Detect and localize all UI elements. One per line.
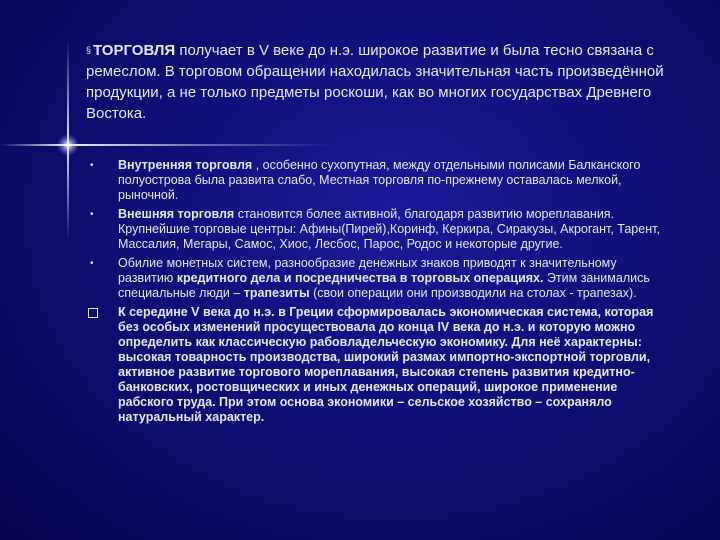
bullet-dot-icon: • (90, 160, 94, 171)
intro-text: получает в V веке до н.э. широкое развитие и была тесно связана с ремеслом. В торговом обращении находилась значительная часть произведённой продукции, а не только предметы роскоши, как во многих государствах Древнего Востока. (86, 42, 664, 122)
item-text-after: (свои операции они производили на столах - трапезах). (309, 286, 637, 300)
section-bullet-icon: § (86, 45, 92, 55)
item-text: К середине V века до н.э. в Греции сформировалась экономическая система, которая без особых изменений просуществовала до конца IV века до н.э. и которую можно определить как классическую рабовладельческую экономику. Для неё характерны: высокая товарность производства, широкий размах импортно-экспортной торговли, активное развитие торгового мореплавания, высокая степень развития кредитно-банковских, ростовщических и иных денежных операций, широкое применение рабского труда. При этом основа экономики – сельское хозяйство – сохраняло натуральный характер. (118, 305, 654, 424)
checkbox-square-icon (88, 308, 98, 318)
lens-flare-glow (57, 134, 79, 156)
item-text: становится более активной, благодаря развитию мореплавания. Крупнейшие торговые центры: Афины(Пирей),Коринф, Керкира, Сиракузы, Акрогант, Тарент, Массалия, Мегары, Самос, Хиос, Лесбос, Парос, Родос и некоторые другие. (118, 207, 660, 251)
list-item (86, 207, 672, 252)
intro-heading: ТОРГОВЛЯ (93, 42, 176, 59)
bullet-dot-icon: • (90, 258, 94, 269)
list-item (86, 305, 672, 425)
bullet-dot-icon: • (90, 209, 94, 220)
intro-paragraph (86, 40, 676, 124)
item-term: Внутренняя торговля (118, 158, 253, 172)
item-term: Внешняя торговля (118, 207, 235, 221)
list-item (86, 256, 672, 301)
item-text: , особенно сухопутная, между отдельными полисами Балканского полуострова была развита слабо, Местная торговля по-прежнему оставалась мелкой, рыночной. (118, 158, 641, 202)
bullet-list (86, 158, 672, 429)
item-term: кредитного дела и посредничества в торговых операциях. (176, 271, 544, 285)
item-text-middle: Этим занимались специальные люди – (118, 271, 650, 300)
lens-flare-horizontal (0, 144, 330, 146)
item-term-trapezity: трапезиты (243, 286, 310, 300)
item-text-before: Обилие монетных систем, разнообразие денежных знаков приводят к значительному развитию (118, 256, 617, 285)
list-item (86, 158, 672, 203)
